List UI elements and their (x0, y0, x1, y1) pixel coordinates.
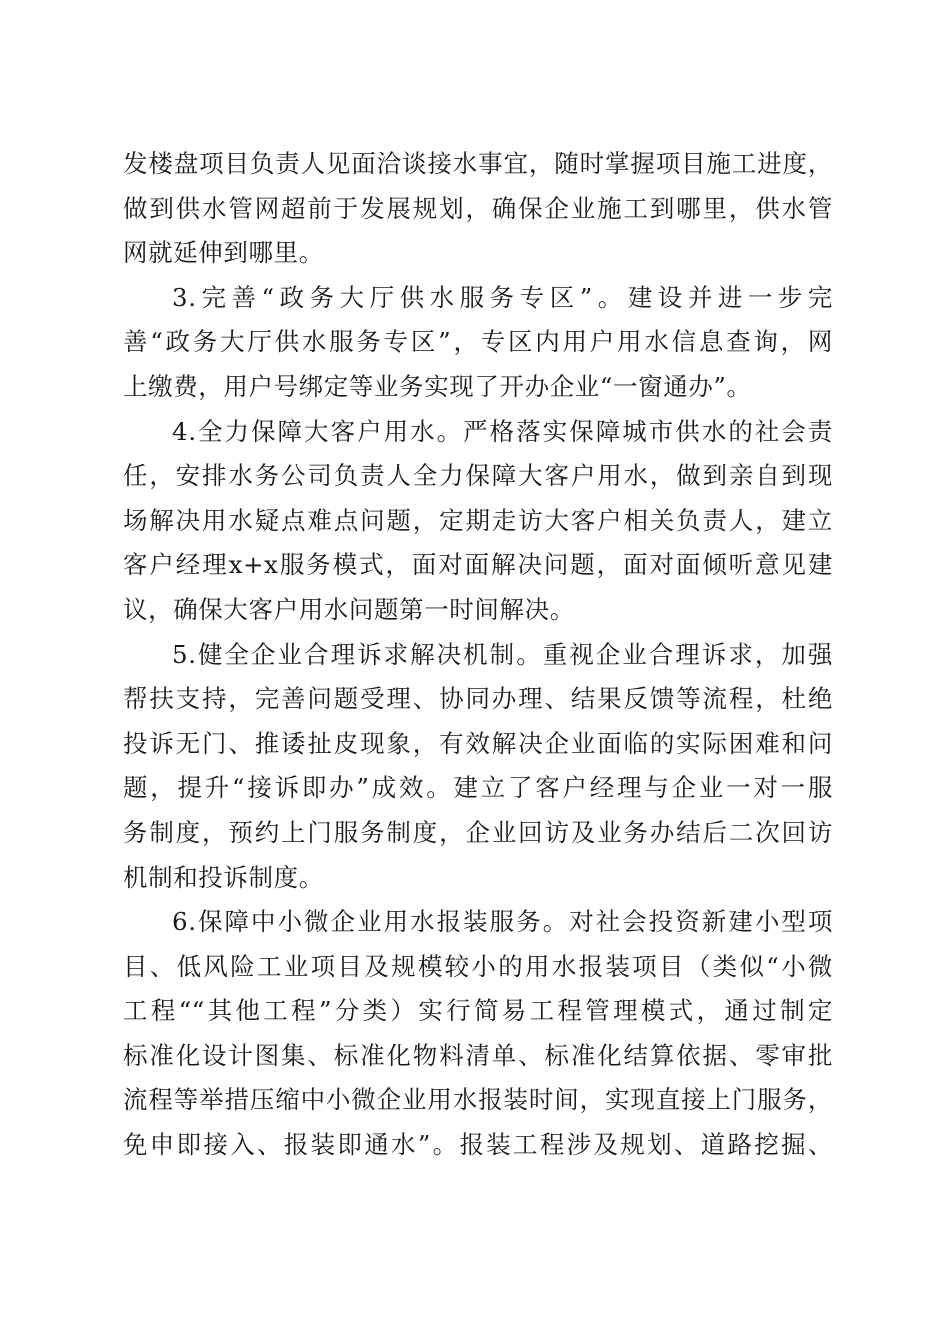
paragraph-5-heading-line: 5.健全企业合理诉求解决机制。重视企业合理诉求，加强 (172, 639, 833, 669)
text-line: 议，确保大客户用水问题第一时间解决。 (123, 594, 575, 624)
text-line: 目、低风险工业项目及规模较小的用水报装项目（类似“小微 (123, 951, 833, 981)
text-line: 机制和投诉制度。 (123, 862, 324, 892)
text-line: 上缴费，用户号绑定等业务实现了开办企业“一窗通办”。 (123, 371, 752, 401)
paragraph-4-heading-line: 4.全力保障大客户用水。严格落实保障城市供水的社会责 (172, 416, 833, 446)
text-line: 客户经理x+x服务模式，面对面解决问题，面对面倾听意见建 (123, 550, 833, 580)
text-line: 务制度，预约上门服务制度，企业回访及业务办结后二次回访 (123, 817, 833, 847)
text-line: 善“政务大厅供水服务专区”，专区内用户用水信息查询，网 (123, 327, 833, 357)
text-line: 标准化设计图集、标准化物料清单、标准化结算依据、零审批 (123, 1040, 833, 1070)
paragraph-3-heading-line: 3.完善“政务大厅供水服务专区”。建设并进一步完 (172, 282, 833, 312)
text-line: 发楼盘项目负责人见面洽谈接水事宜，随时掌握项目施工进度， (123, 149, 833, 178)
text-line: 流程等举措压缩中小微企业用水报装时间，实现直接上门服务， (123, 1085, 833, 1115)
text-line: 做到供水管网超前于发展规划，确保企业施工到哪里，供水管 (123, 193, 833, 223)
text-line: 投诉无门、推诿扯皮现象，有效解决企业面临的实际困难和问 (123, 728, 833, 758)
text-line: 网就延伸到哪里。 (123, 238, 324, 268)
text-line: 免申即接入、报装即通水”。报装工程涉及规划、道路挖掘、 (123, 1130, 833, 1160)
text-line: 题，提升“接诉即办”成效。建立了客户经理与企业一对一服 (123, 773, 833, 803)
paragraph-6-heading-line: 6.保障中小微企业用水报装服务。对社会投资新建小型项 (172, 907, 833, 937)
text-line: 场解决用水疑点难点问题，定期走访大客户相关负责人，建立 (123, 505, 833, 535)
body-text (123, 142, 833, 1168)
text-line: 工程““其他工程”分类）实行简易工程管理模式，通过制定 (123, 996, 833, 1026)
text-line: 帮扶支持，完善问题受理、协同办理、结果反馈等流程，杜绝 (123, 684, 833, 714)
text-line: 任，安排水务公司负责人全力保障大客户用水，做到亲自到现 (123, 461, 833, 491)
